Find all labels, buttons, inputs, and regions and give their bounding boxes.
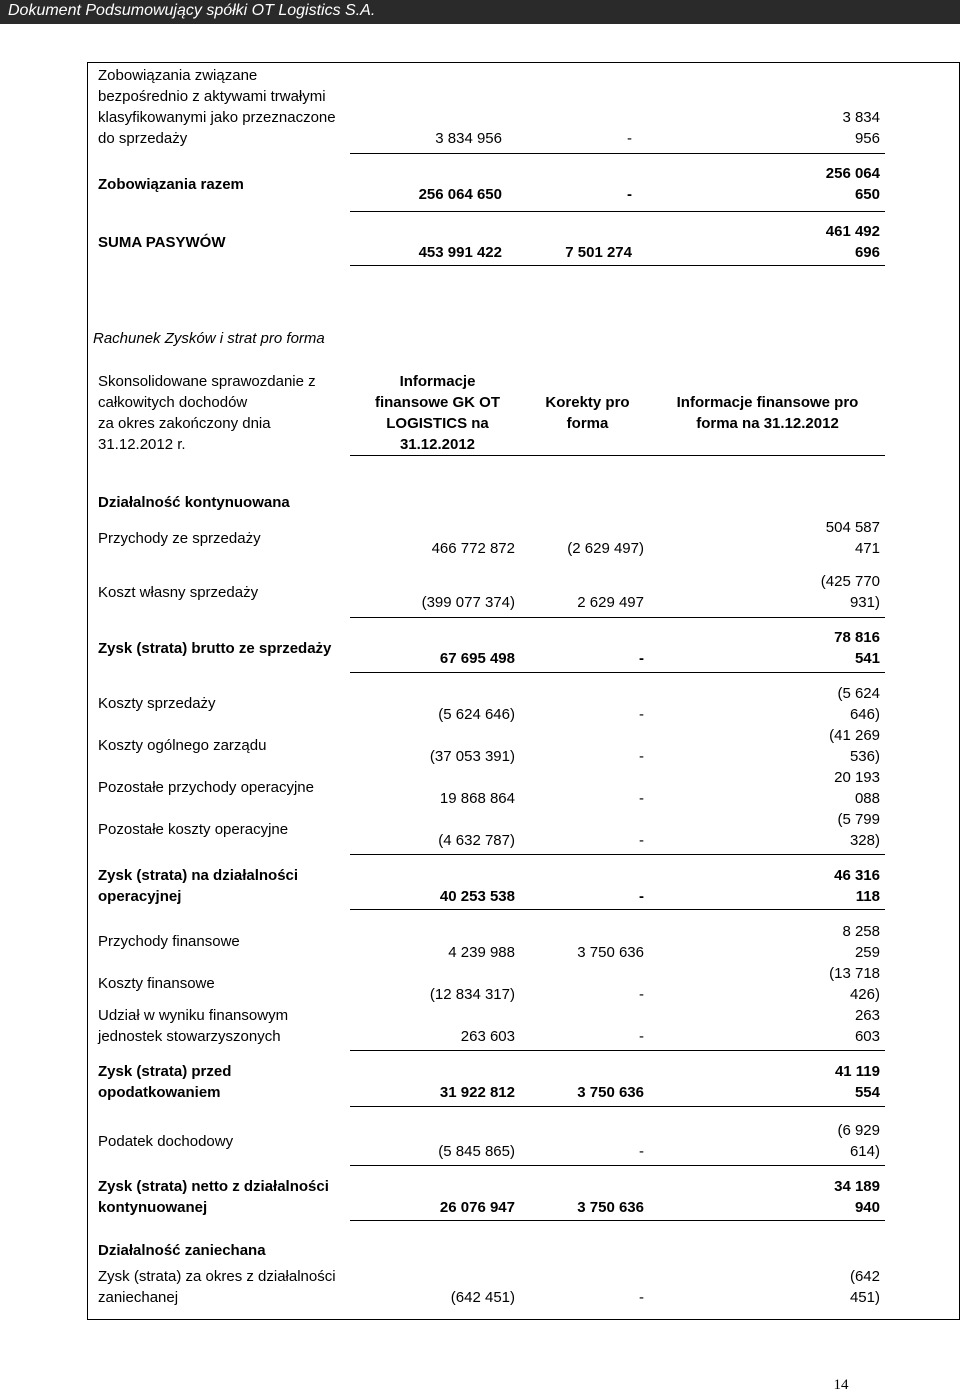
korekty-column-header: forma [566, 415, 609, 432]
row-label: klasyfikowanymi jako przeznaczone [98, 109, 336, 126]
gk-value: 3 834 956 [435, 130, 502, 147]
pf-value: 256 064 [825, 165, 880, 182]
korekty-value: - [639, 986, 644, 1003]
pf-value: (13 718 [829, 965, 880, 982]
pf-value: 603 [854, 1028, 880, 1045]
label-column-header: za okres zakończony dnia [98, 415, 271, 432]
gk-value: 256 064 650 [418, 186, 502, 203]
page-number: 14 [833, 1377, 849, 1393]
row-label: Zysk (strata) przed [98, 1063, 232, 1080]
gk-value: (399 077 374) [421, 594, 515, 611]
separator-line [350, 1220, 885, 1221]
separator-line [350, 1165, 885, 1166]
pf-value: 118 [855, 888, 880, 905]
gk-column-header: Informacje [399, 373, 476, 390]
pf-value: 554 [854, 1084, 880, 1101]
row-label: Udział w wyniku finansowym [98, 1007, 289, 1024]
pf-value: 088 [854, 790, 880, 807]
gk-value: 263 603 [460, 1028, 515, 1045]
row-label: Podatek dochodowy [98, 1133, 234, 1150]
separator-line [350, 1050, 885, 1051]
gk-value: (5 624 646) [438, 706, 515, 723]
korekty-value: - [639, 1289, 644, 1306]
pf-value: 536) [849, 748, 880, 765]
pf-value: 426) [849, 986, 880, 1003]
pf-value: 696 [854, 244, 880, 261]
korekty-value: 3 750 636 [577, 1084, 644, 1101]
pf-value: 931) [849, 594, 880, 611]
gk-value: 4 239 988 [448, 944, 515, 961]
gk-column-header: LOGISTICS na [386, 415, 489, 432]
pf-value: (6 929 [837, 1122, 880, 1139]
korekty-value: - [639, 888, 644, 905]
pf-column-header: Informacje finansowe pro [676, 394, 859, 411]
korekty-value: 3 750 636 [577, 944, 644, 961]
gk-value: (5 845 865) [438, 1143, 515, 1160]
pf-value: 451) [849, 1289, 880, 1306]
row-label: Zobowiązania związane [98, 67, 258, 84]
pf-value: (41 269 [829, 727, 880, 744]
separator-line [350, 617, 885, 618]
pf-value: 650 [854, 186, 880, 203]
continuing-operations-title: Działalność kontynuowana [98, 494, 290, 511]
korekty-value: - [639, 1028, 644, 1045]
korekty-value: - [639, 832, 644, 849]
row-label: SUMA PASYWÓW [98, 234, 226, 251]
separator-line [350, 153, 885, 154]
row-label: Koszty finansowe [98, 975, 215, 992]
row-label: Zysk (strata) za okres z działalności [98, 1268, 336, 1285]
separator-line [350, 854, 885, 855]
row-label: Koszt własny sprzedaży [98, 584, 259, 601]
label-column-header: 31.12.2012 r. [98, 436, 186, 453]
label-column-header: całkowitych dochodów [98, 394, 248, 411]
document-title: Dokument Podsumowujący spółki OT Logistics S.A. [8, 2, 376, 19]
row-label: Zysk (strata) netto z działalności [98, 1178, 329, 1195]
pf-value: 541 [854, 650, 880, 667]
pf-value: 263 [854, 1007, 880, 1024]
row-label: Zobowiązania razem [98, 176, 244, 193]
row-label: Pozostałe przychody operacyjne [98, 779, 314, 796]
row-label: Koszty sprzedaży [98, 695, 216, 712]
document-header [0, 0, 960, 24]
gk-value: 19 868 864 [439, 790, 515, 807]
gk-value: 31 922 812 [439, 1084, 515, 1101]
pf-value: 259 [854, 944, 880, 961]
row-label: bezpośrednio z aktywami trwałymi [98, 88, 326, 105]
korekty-value: 7 501 274 [565, 244, 632, 261]
row-label: do sprzedaży [98, 130, 188, 147]
gk-value: 40 253 538 [439, 888, 515, 905]
row-label: Koszty ogólnego zarządu [98, 737, 267, 754]
pf-value: 328) [849, 832, 880, 849]
korekty-value: - [639, 706, 644, 723]
row-label: Przychody finansowe [98, 933, 240, 950]
pf-value: (5 799 [837, 811, 880, 828]
korekty-value: - [627, 130, 632, 147]
pf-value: (425 770 [820, 573, 880, 590]
pf-value: (5 624 [837, 685, 880, 702]
separator-line [350, 211, 885, 212]
pf-value: 614) [849, 1143, 880, 1160]
gk-value: 67 695 498 [439, 650, 515, 667]
korekty-value: 3 750 636 [577, 1199, 644, 1216]
row-label: jednostek stowarzyszonych [98, 1028, 281, 1045]
row-label: zaniechanej [98, 1289, 179, 1306]
separator-line [350, 909, 885, 910]
pf-value: 41 119 [834, 1063, 880, 1080]
separator-line [350, 455, 885, 456]
separator-line [350, 1106, 885, 1107]
gk-column-header: 31.12.2012 [399, 436, 476, 453]
korekty-value: - [639, 650, 644, 667]
section-title: Rachunek Zysków i strat pro forma [93, 330, 325, 347]
row-label: Przychody ze sprzedaży [98, 530, 261, 547]
korekty-value: - [639, 748, 644, 765]
gk-column-header: finansowe GK OT [374, 394, 500, 411]
pf-value: 956 [854, 130, 880, 147]
row-label: Zysk (strata) na działalności [98, 867, 299, 884]
gk-value: 466 772 872 [431, 540, 515, 557]
separator-line [350, 672, 885, 673]
pf-value: 78 816 [834, 629, 880, 646]
pf-value: 646) [849, 706, 880, 723]
gk-value: 26 076 947 [439, 1199, 515, 1216]
row-label: operacyjnej [98, 888, 182, 905]
gk-value: (642 451) [450, 1289, 515, 1306]
discontinued-operations-title: Działalność zaniechana [98, 1242, 266, 1259]
pf-value: 34 189 [834, 1178, 880, 1195]
row-label: Pozostałe koszty operacyjne [98, 821, 289, 838]
korekty-value: (2 629 497) [567, 540, 644, 557]
pf-value: 8 258 [842, 923, 880, 940]
pf-value: 20 193 [834, 769, 880, 786]
gk-value: (37 053 391) [429, 748, 515, 765]
korekty-value: - [639, 1143, 644, 1160]
korekty-column-header: Korekty pro [545, 394, 630, 411]
separator-line [350, 265, 885, 266]
row-label: kontynuowanej [98, 1199, 208, 1216]
row-label: opodatkowaniem [98, 1084, 221, 1101]
pf-value: 471 [854, 540, 880, 557]
korekty-value: - [627, 186, 632, 203]
gk-value: 453 991 422 [418, 244, 502, 261]
label-column-header: Skonsolidowane sprawozdanie z [98, 373, 316, 390]
pf-column-header: forma na 31.12.2012 [696, 415, 839, 432]
pf-value: 504 587 [825, 519, 880, 536]
pf-value: 3 834 [842, 109, 880, 126]
pf-value: (642 [849, 1268, 880, 1285]
pf-value: 461 492 [825, 223, 880, 240]
row-label: Zysk (strata) brutto ze sprzedaży [98, 640, 332, 657]
gk-value: (4 632 787) [438, 832, 515, 849]
korekty-value: - [639, 790, 644, 807]
korekty-value: 2 629 497 [577, 594, 644, 611]
pf-value: 46 316 [834, 867, 880, 884]
gk-value: (12 834 317) [429, 986, 515, 1003]
pf-value: 940 [854, 1199, 880, 1216]
